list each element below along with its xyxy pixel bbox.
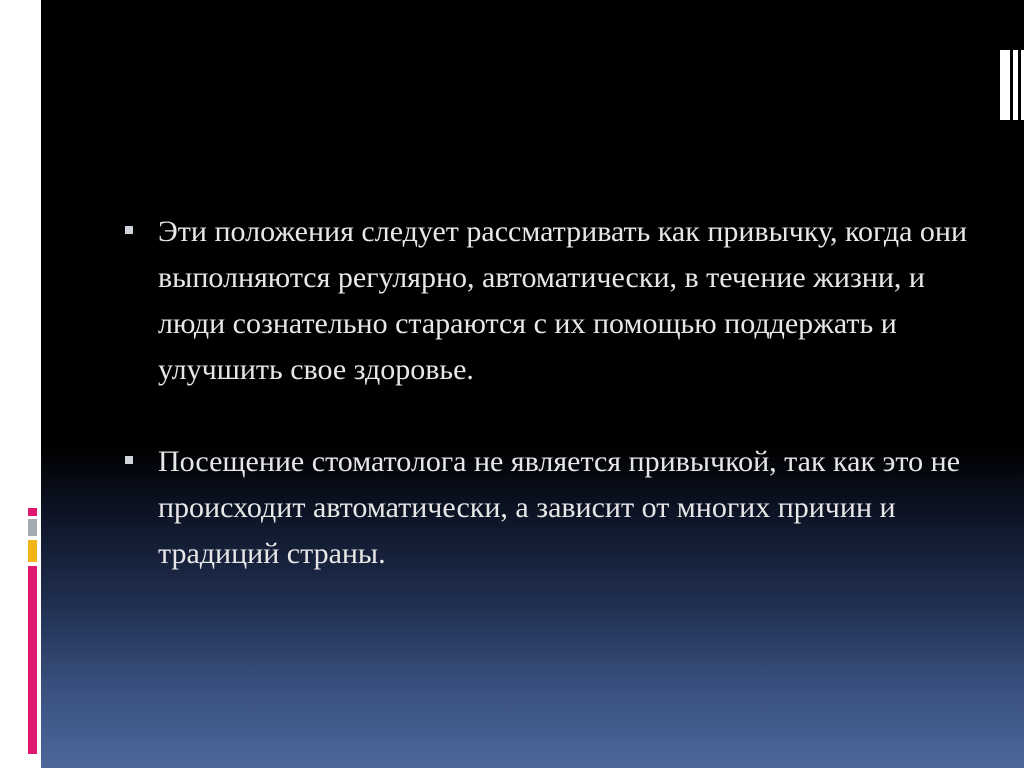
decorative-bar (1013, 50, 1018, 120)
bullet-item (120, 209, 970, 393)
bullet-text: Эти положения следует рассматривать как привычку, когда они выполняются регулярно, автоматически, в течение жизни, и люди сознательно стараются с их помощью поддержать и улучшить свое здоровье. (158, 215, 968, 386)
accent-bar-pink (28, 508, 37, 516)
accent-bar-yellow (28, 540, 37, 562)
bullet-text: Посещение стоматолога не является привычкой, так как это не происходит автоматически, а зависит от многих причин и традиций страны. (158, 445, 961, 570)
decorative-bar (1000, 50, 1010, 120)
bullet-item (120, 439, 970, 577)
square-bullet-icon (125, 226, 133, 234)
accent-bar-gray (28, 519, 37, 536)
square-bullet-icon (125, 456, 133, 464)
accent-bar-pink-long (28, 566, 37, 754)
bullet-list (120, 209, 970, 577)
